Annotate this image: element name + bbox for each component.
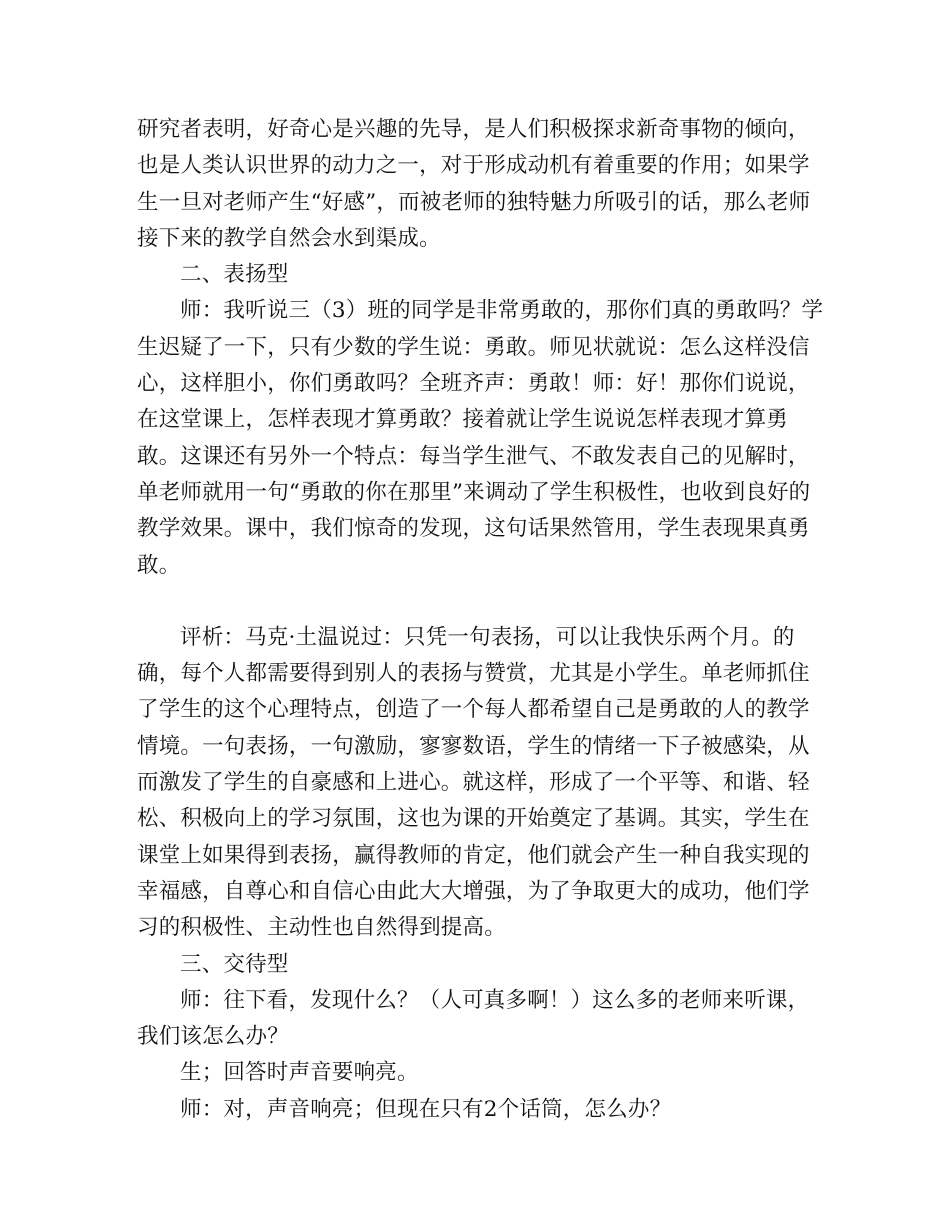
paragraph-praise-dialogue: 师：我听说三（3）班的同学是非常勇敢的，那你们真的勇敢吗？学生迟疑了一下，只有少数的学生说：勇敢。师见状就说：怎么这样没信心，这样胆小，你们勇敢吗？全班齐声：勇敢！师：好！那你们说说，在这堂课上，怎样表现才算勇敢？接着就让学生说说怎样表现才算勇敢。这课还有另外一个特点：每当学生泄气、不敢发表自己的见解时，单老师就用一句“勇敢的你在那里”来调动了学生积极性，也收到良好的教学效果。课中，我们惊奇的发现，这句话果然管用，学生表现果真勇敢。	[137, 298, 824, 578]
paragraph-gap	[137, 584, 827, 620]
paragraph-praise-analysis: 评析：马克·土温说过：只凭一句表扬，可以让我快乐两个月。的确，每个人都需要得到别人的表扬与赞赏，尤其是小学生。单老师抓住了学生的这个心理特点，创造了一个每人都希望自己是勇敢的人的教学情境。一句表扬，一句激励，寥寥数语，学生的情绪一下子被感染，从而激发了学生的自豪感和上进心。就这样，形成了一个平等、和谐、轻松、积极向上的学习氛围，这也为课的开始奠定了基调。其实，学生在课堂上如果得到表扬，赢得教师的肯定，他们就会产生一种自我实现的幸福感，自尊心和自信心由此大大增强，为了争取更大的成功，他们学习的积极性、主动性也自然得到提高。	[137, 624, 810, 941]
paragraph-teacher-question: 师：往下看，发现什么？（人可真多啊！）这么多的老师来听课，我们该怎么办？	[137, 987, 810, 1050]
section-heading-praise: 二、表扬型	[180, 262, 289, 288]
paragraph-curiosity: 研究者表明，好奇心是兴趣的先导，是人们积极探求新奇事物的倾向，也是人类认识世界的动力之一，对于形成动机有着重要的作用；如果学生一旦对老师产生“好感”，而被老师的独特魅力所吸引的话，那么老师接下来的教学自然会水到渠成。	[137, 117, 811, 251]
paragraph-teacher-followup: 师：对，声音响亮；但现在只有2个话筒，怎么办？	[180, 1096, 672, 1122]
document-body	[137, 112, 827, 1128]
paragraph-student-answer: 生；回答时声音要响亮。	[180, 1060, 419, 1086]
section-heading-explain: 三、交待型	[180, 951, 289, 977]
